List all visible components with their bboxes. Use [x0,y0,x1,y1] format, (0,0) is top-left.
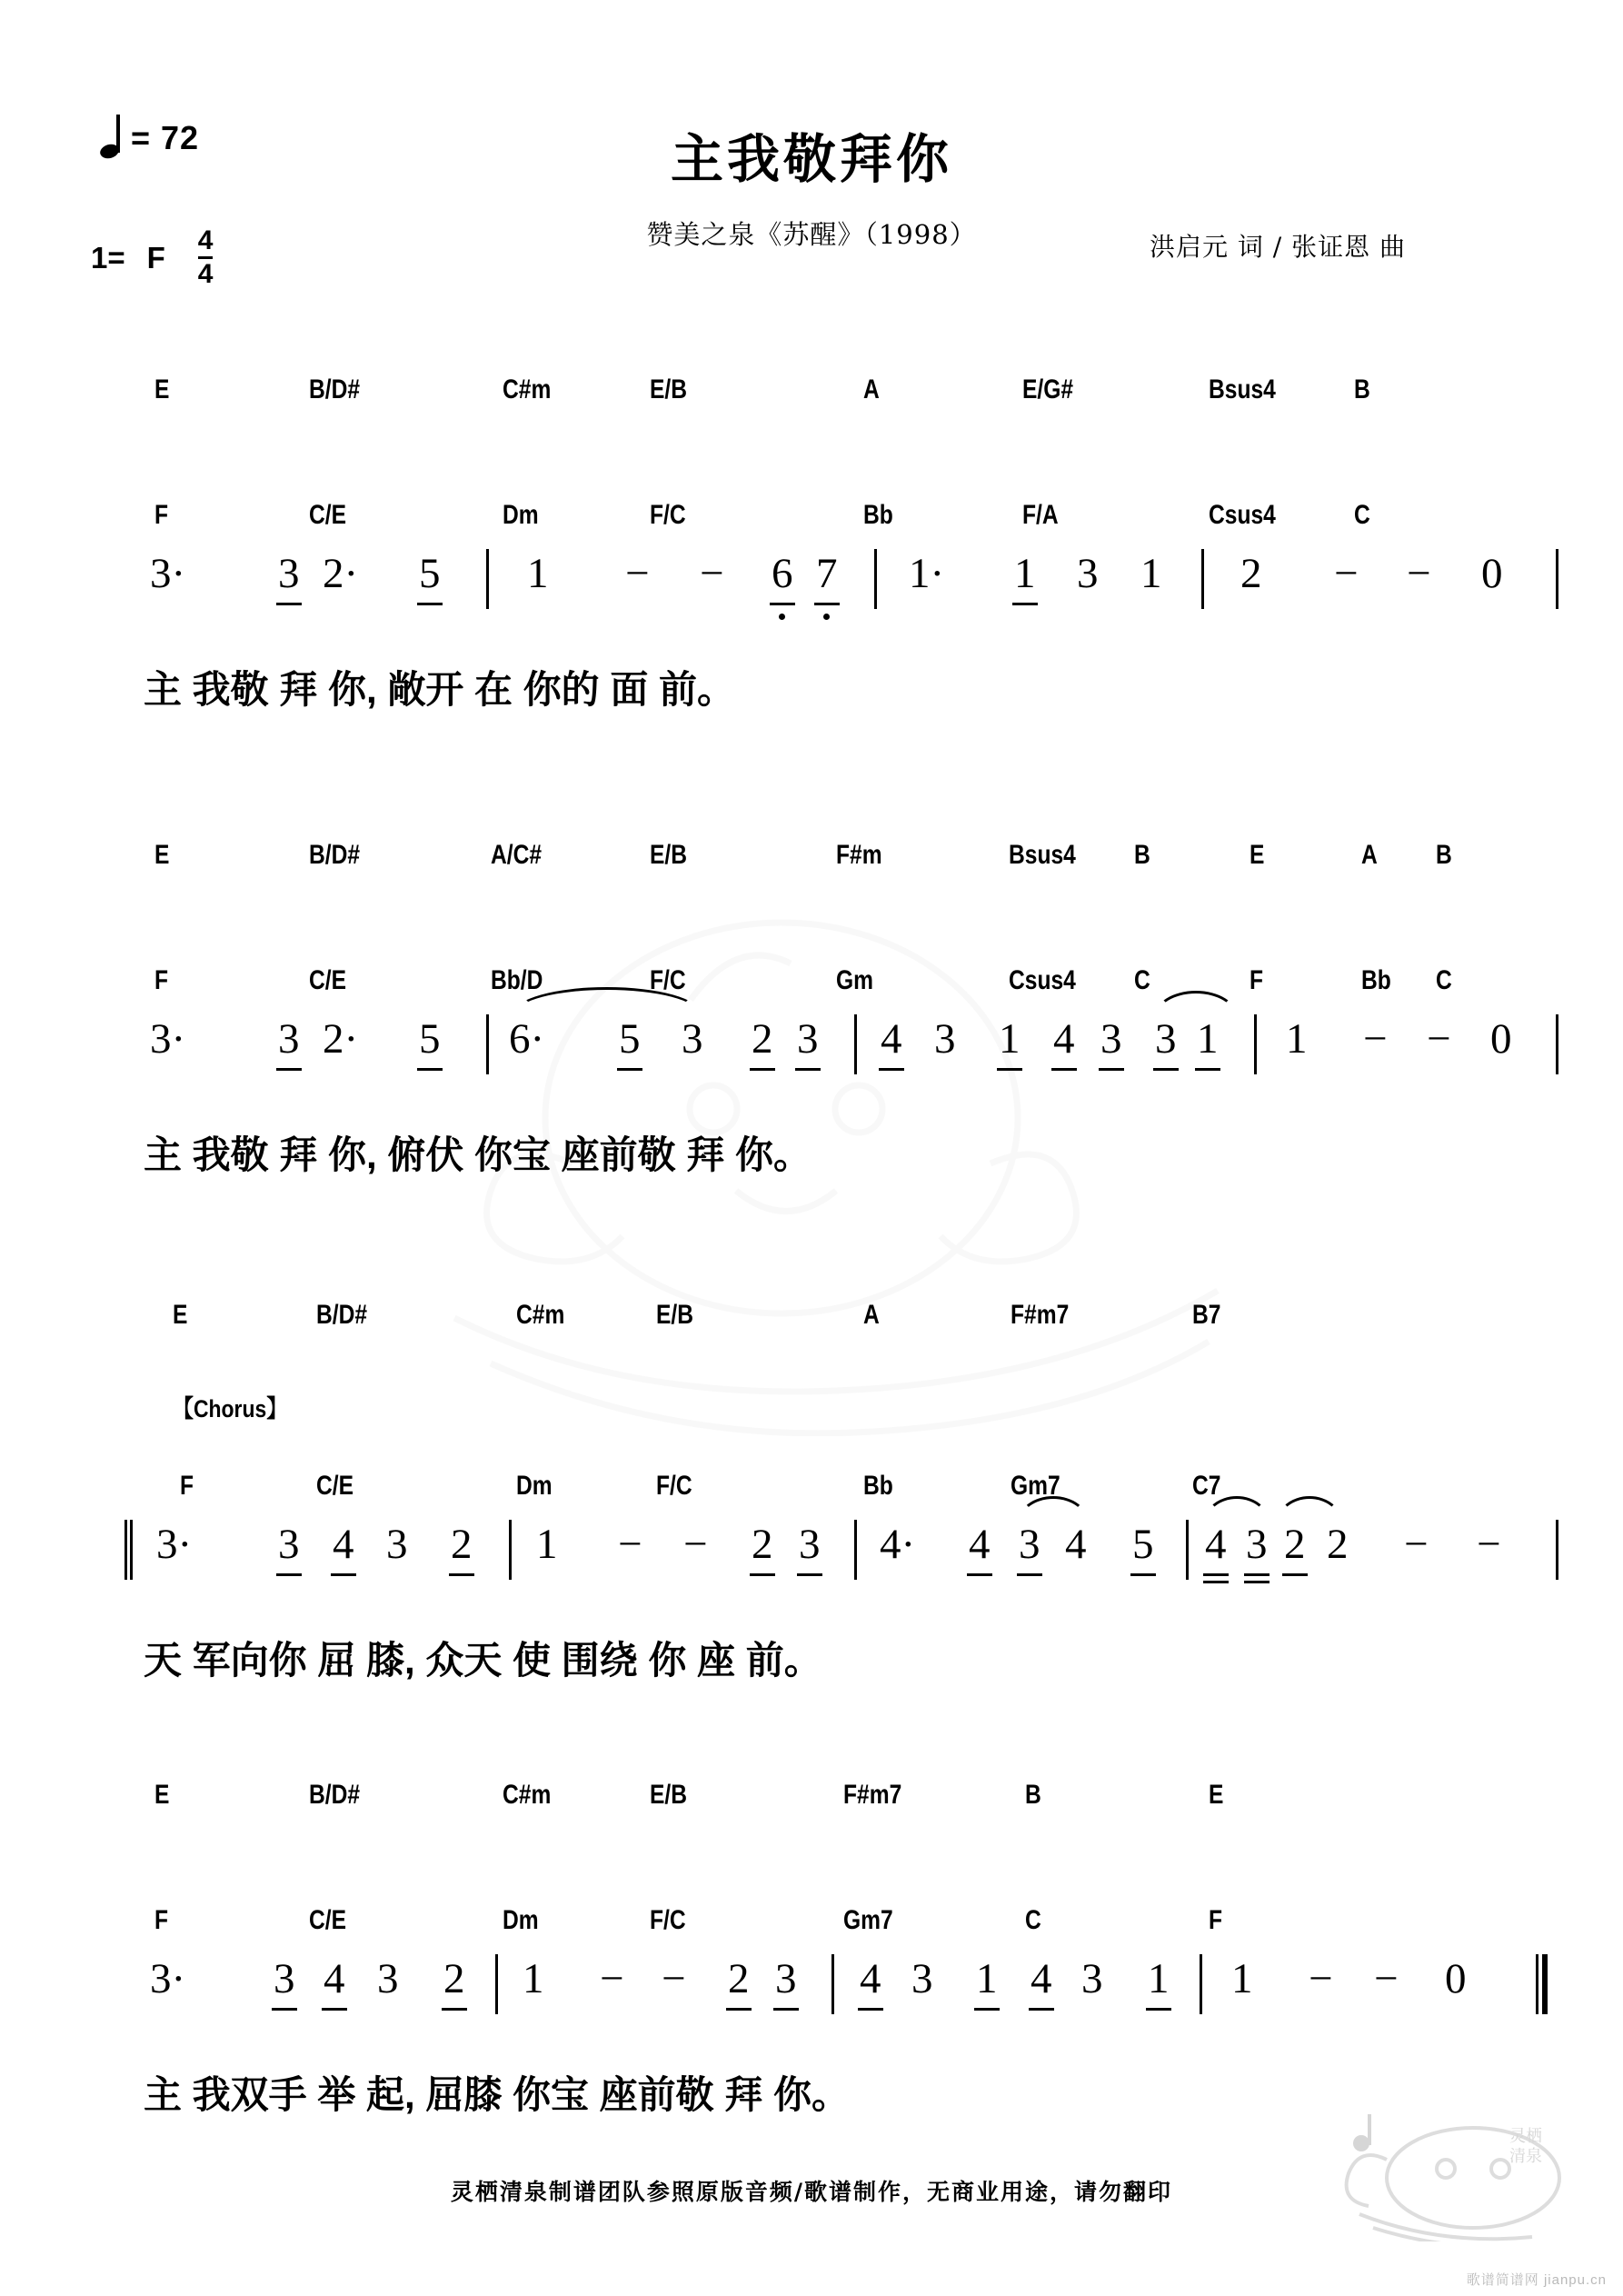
chord-lower: F/C [656,1471,692,1501]
note: 1 [1197,1015,1219,1063]
note: 4 [1205,1521,1227,1568]
chord-lower: F [154,500,169,530]
chord-upper: F#m7 [843,1780,902,1810]
lyric-row-4 [0,2065,1623,2129]
chord-upper: E/B [650,374,688,404]
chord-upper: B7 [1192,1300,1221,1330]
note-rest: 0 [1481,550,1503,597]
note-dash: − [1374,1955,1399,2002]
chord-upper: B [1134,840,1150,870]
chord-lower: F [154,1905,169,1935]
note-dash: − [600,1955,624,2002]
note: 4 [969,1521,991,1568]
note-row-3 [0,1523,1623,1614]
system-4 [0,1780,1623,2129]
chord-lower: C [1025,1905,1041,1935]
chord-lower: Bb/D [491,965,543,995]
meter-numerator: 4 [197,225,214,255]
chord-lower: C7 [1192,1471,1221,1501]
chord-line-upper-1 [0,374,1623,414]
chord-upper: B/D# [309,374,361,404]
chord-lower: C/E [309,965,347,995]
site-watermark-text: 歌谱简谱网 jianpu.cn [1466,2272,1607,2288]
note: 7 [816,550,838,597]
tempo-value: = 72 [131,119,200,156]
note-row-1 [0,550,1623,644]
note: 2 [451,1521,473,1568]
note: 3 [278,1521,300,1568]
note-dash: − [662,1955,686,2002]
chord-upper: B/D# [309,1780,361,1810]
note: 1 [1148,1955,1170,2002]
note: 2 [1327,1521,1349,1568]
chord-upper: B/D# [309,840,361,870]
note: 1 [1140,550,1162,597]
barline [1556,549,1558,609]
note: 5 [1132,1521,1154,1568]
chord-upper: A [863,374,880,404]
note: 1 [1014,550,1036,597]
note: 3 [377,1955,399,2002]
chord-lower: C [1436,965,1452,995]
chord-upper: C#m [516,1300,565,1330]
note: 6 [772,550,793,597]
note-rest: 0 [1490,1015,1512,1063]
repeat-start-barline [124,1520,136,1580]
section-label-chorus: 【Chorus】 [173,1395,288,1423]
barline [486,549,489,609]
chord-line-lower-2 [0,965,1623,1005]
chord-lower: Bb [863,1471,893,1501]
barline [509,1520,512,1580]
subtitle: 赞美之泉《苏醒》（1998） [646,219,977,250]
chord-lower: F/C [650,500,686,530]
chord-lower: Dm [503,1905,539,1935]
key-prefix: 1= [91,240,125,275]
note: 2· [323,1015,359,1063]
chord-lower: Gm7 [843,1905,893,1935]
note-dash: − [618,1521,642,1568]
note: 3 [278,550,300,597]
note: 3· [150,1955,186,2002]
chord-lower: F [180,1471,194,1501]
note: 4 [333,1521,354,1568]
note: 3 [1077,550,1099,597]
note: 2 [1284,1521,1306,1568]
note: 4· [880,1521,916,1568]
chord-line-lower-3 [0,1471,1623,1511]
note: 3 [775,1955,797,2002]
note: 5 [419,550,441,597]
chord-upper: B [1354,374,1370,404]
note: 1 [1286,1015,1308,1063]
chord-lower: Gm [836,965,874,995]
chord-lower: F/C [650,965,686,995]
barline [1201,549,1204,609]
note: 3 [1081,1955,1103,2002]
chord-upper: E [154,840,170,870]
chord-lower: Bb [863,500,893,530]
chord-upper: A/C# [491,840,543,870]
note-dash: − [700,550,724,597]
chord-upper: C#m [503,1780,552,1810]
chord-lower: F/C [650,1905,686,1935]
chord-lower: C/E [309,500,347,530]
note: 2 [443,1955,465,2002]
chord-upper: E/B [650,840,688,870]
note: 1 [527,550,549,597]
note-dash: − [1363,1015,1388,1063]
chord-upper: Bsus4 [1209,374,1276,404]
note-dash: − [1334,550,1359,597]
note: 1 [1231,1955,1253,2002]
note: 2 [752,1015,773,1063]
note: 6· [509,1015,545,1063]
note-dash: − [1477,1521,1501,1568]
note: 3 [799,1521,821,1568]
note: 3 [274,1955,295,2002]
note: 4 [1053,1015,1075,1063]
note: 5 [619,1015,641,1063]
lyric-line: 主 我敬 拜 你, 俯伏 你宝 座前敬 拜 你。 [144,1133,812,1176]
note: 1 [536,1521,558,1568]
final-barline [1536,1954,1548,2014]
meter-denominator: 4 [198,256,214,288]
note: 3 [1246,1521,1268,1568]
note: 4 [324,1955,345,2002]
lyric-line: 天 军向你 屈 膝, 众天 使 围绕 你 座 前。 [144,1639,822,1682]
chord-upper: Bsus4 [1009,840,1076,870]
note: 2 [752,1521,773,1568]
note-dash: − [1407,550,1431,597]
lyric-line: 主 我双手 举 起, 屈膝 你宝 座前敬 拜 你。 [144,2073,851,2116]
chord-upper: C#m [503,374,552,404]
note: 1 [976,1955,998,2002]
chord-upper: A [863,1300,880,1330]
chord-upper: F#m [836,840,882,870]
note: 3 [1155,1015,1177,1063]
chord-upper: B/D# [316,1300,368,1330]
chord-upper: E/B [656,1300,694,1330]
chord-lower: F/A [1022,500,1059,530]
chord-lower: Dm [503,500,539,530]
chord-line-lower-4 [0,1905,1623,1945]
chord-lower: C/E [316,1471,354,1501]
barline [1556,1014,1558,1074]
note-dash: − [1404,1521,1429,1568]
chord-lower: F [154,965,169,995]
chord-lower: C [1354,500,1370,530]
barline [831,1954,834,2014]
footer-credit: 灵栖清泉制谱团队参照原版音频/歌谱制作，无商业用途，请勿翻印 [450,2179,1173,2205]
note: 3 [682,1015,703,1063]
note-dash: − [683,1521,708,1568]
credits: 洪启元 词 / 张证恩 曲 [1150,232,1407,262]
chord-upper: E [154,374,170,404]
chord-upper: F#m7 [1011,1300,1070,1330]
note-dash: − [625,550,650,597]
note-row-2 [0,1015,1623,1109]
system-3-chorus [0,1300,1623,1694]
barline [1186,1520,1189,1580]
note: 3· [150,1015,186,1063]
key-letter: F [146,240,165,275]
chord-line-upper-4 [0,1780,1623,1820]
lyric-line: 主 我敬 拜 你, 敞开 在 你的 面 前。 [144,668,736,711]
note: 3 [1019,1521,1041,1568]
note: 1 [523,1955,544,2002]
barline [854,1014,857,1074]
note: 3 [278,1015,300,1063]
chord-upper: E/G# [1022,374,1074,404]
svg-text:灵栖: 灵栖 [1509,2127,1542,2146]
lyric-row-3 [0,1631,1623,1694]
chord-lower: Gm7 [1011,1471,1060,1501]
chord-upper: E [154,1780,170,1810]
chord-lower: F [1209,1905,1223,1935]
note: 4 [860,1955,881,2002]
note: 1 [999,1015,1021,1063]
note: 4 [1031,1955,1052,2002]
barline [874,549,877,609]
note-dash: − [1309,1955,1333,2002]
chord-upper: E [173,1300,188,1330]
barline [854,1520,857,1580]
barline [1200,1954,1202,2014]
chord-lower: C [1134,965,1150,995]
note: 5 [419,1015,441,1063]
chord-lower: Csus4 [1209,500,1276,530]
note: 3 [1100,1015,1122,1063]
chord-line-lower-1 [0,500,1623,540]
lyric-row-1 [0,660,1623,724]
chord-lower: F [1250,965,1264,995]
system-1 [0,374,1623,724]
chord-lower: Csus4 [1009,965,1076,995]
note-dash: − [1427,1015,1451,1063]
note: 3· [156,1521,193,1568]
note: 3 [797,1015,819,1063]
chord-lower: C/E [309,1905,347,1935]
note: 4 [881,1015,902,1063]
lyric-row-2 [0,1125,1623,1189]
chord-upper: B [1436,840,1452,870]
barline [1254,1014,1257,1074]
note: 3 [386,1521,408,1568]
note: 3 [934,1015,956,1063]
chord-upper: E [1209,1780,1224,1810]
note-rest: 0 [1445,1955,1467,2002]
chord-upper: B [1025,1780,1041,1810]
page-title: 主我敬拜你 [670,130,952,189]
chord-upper: A [1361,840,1378,870]
chord-upper: E [1250,840,1265,870]
chord-lower: Bb [1361,965,1391,995]
barline [1556,1520,1558,1580]
system-2 [0,840,1623,1189]
chord-lower: Dm [516,1471,553,1501]
note: 2 [728,1955,750,2002]
note: 2· [323,550,359,597]
chord-line-upper-2 [0,840,1623,880]
chord-upper: E/B [650,1780,688,1810]
chord-line-upper-3 [0,1300,1623,1340]
note: 2 [1240,550,1262,597]
note-row-4 [0,1955,1623,2049]
svg-text:清泉: 清泉 [1509,2147,1542,2166]
note: 3 [911,1955,933,2002]
note: 3· [150,550,186,597]
barline [495,1954,498,2014]
barline [486,1014,489,1074]
note: 4 [1065,1521,1087,1568]
note: 1· [909,550,945,597]
